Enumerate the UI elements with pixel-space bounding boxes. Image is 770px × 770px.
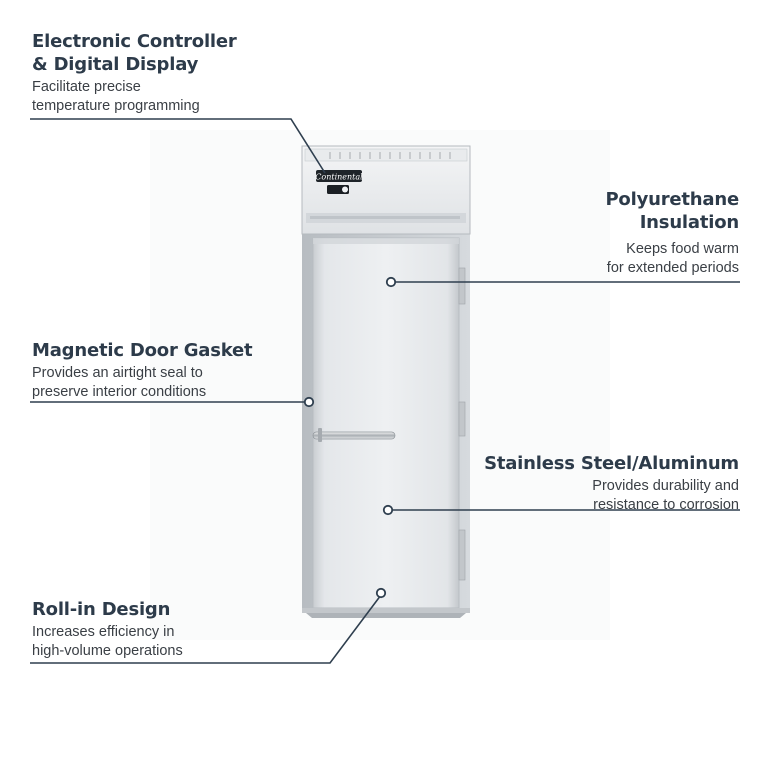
- controller-description: Facilitate precise temperature programming: [32, 79, 200, 114]
- callout-steel: [484, 452, 739, 515]
- rollin-title: Roll-in Design: [32, 599, 171, 620]
- callout-insulation: [605, 188, 739, 278]
- svg-text:Continental: Continental: [315, 172, 363, 182]
- steel-title: Stainless Steel/Aluminum: [484, 453, 739, 474]
- controller-title: Electronic Controller & Digital Display: [32, 31, 237, 75]
- insulation-marker-dot: [387, 278, 395, 286]
- gasket-title: Magnetic Door Gasket: [32, 340, 253, 361]
- callout-gasket: [32, 339, 252, 402]
- rollin-marker-dot: [377, 589, 385, 597]
- gasket-marker-dot: [305, 398, 313, 406]
- gasket-description: Provides an airtight seal to preserve interior conditions: [32, 365, 207, 400]
- steel-marker-dot: [384, 506, 392, 514]
- controller-leader-line: [30, 119, 325, 173]
- steel-description: Provides durability and resistance to corrosion: [592, 478, 739, 513]
- callout-controller: [32, 30, 237, 116]
- callout-rollin: [32, 598, 183, 661]
- rollin-description: Increases efficiency in high-volume operations: [32, 624, 183, 659]
- insulation-title: Polyurethane Insulation: [605, 189, 739, 233]
- insulation-description: Keeps food warm for extended periods: [606, 241, 739, 276]
